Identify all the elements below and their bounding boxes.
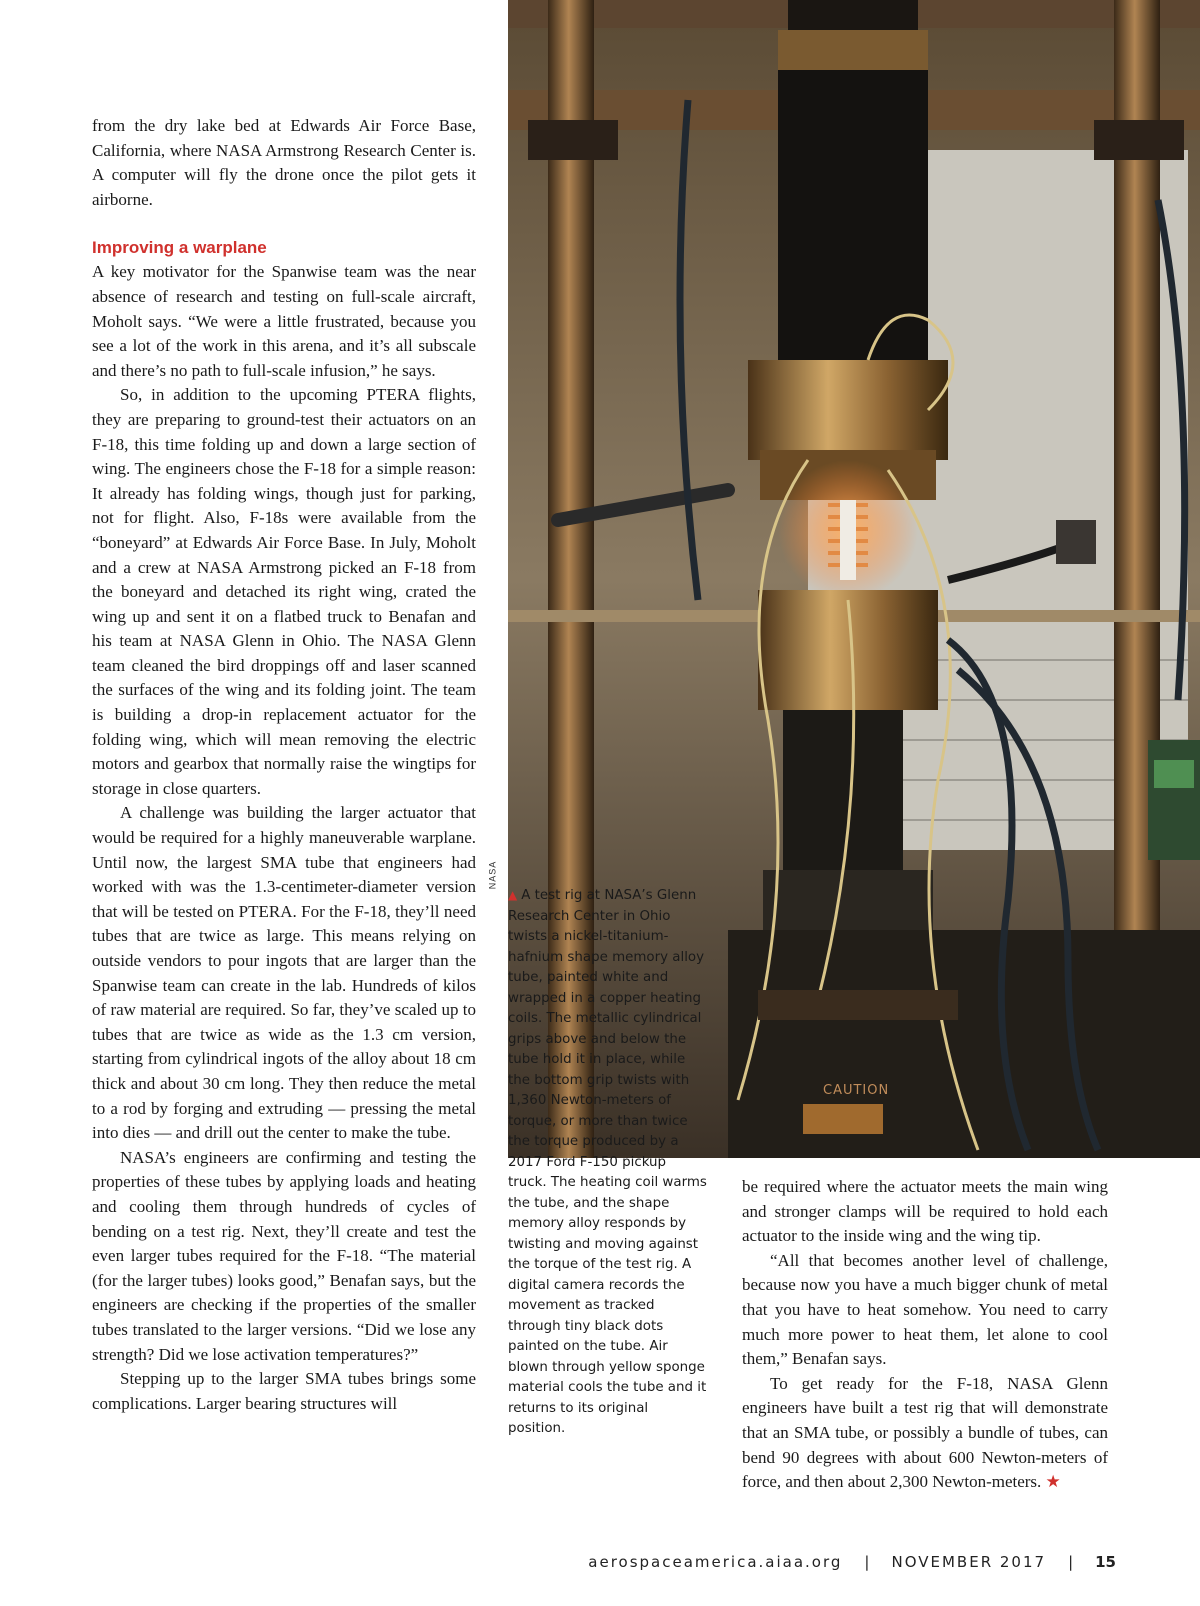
article-paragraph-intro: from the dry lake bed at Edwards Air Force Base, California, where NASA Armstrong Research Center is. A computer will fly the drone once the pilot gets it airborne. <box>92 116 476 209</box>
article-paragraph: “All that becomes another level of challenge, because now you have a much bigger chunk of metal that you have to heat somehow. You need to carry much more power to heat them, let alone to cool them,” Benafan says. <box>742 1250 1108 1369</box>
article-paragraph: Stepping up to the larger SMA tubes brings some complications. Larger bearing structures will <box>92 1369 476 1413</box>
article-paragraph: So, in addition to the upcoming PTERA flights, they are preparing to ground-test their actuators on an F-18, this time folding up and down a large section of wing. The engineers chose the F-18 for a simple reason: It already has folding wings, though just for parking, not for flight. Also, F-18s were available from the “boneyard” at Edwards Air Force Base. In July, Moholt and a crew at NASA Armstrong picked an F-18 from the boneyard and detached its right wing, crated the wing up and sent it on a flatbed truck to Benafan and his team at NASA Glenn in Ohio. The NASA Glenn team cleaned the bird droppings off and laser scanned the surfaces of the wing and its folding joint. The team is building a drop-in replacement actuator for the folding wing, which will mean removing the electric motors and gearbox that normally raise the wingtips for storage in close quarters. <box>92 385 476 798</box>
photo-credit <box>487 858 502 898</box>
section-subhead: Improving a warplane <box>92 238 267 258</box>
photo-credit-text: NASA <box>487 860 498 890</box>
article-paragraph: A challenge was building the larger actuator that would be required for a highly maneuverable warplane. Until now, the largest SMA tube that engineers had worked with was the 1.3-centimeter-diameter version that will be tested on PTERA. For the F-18, they’ll need tubes that are twice as large. This means relying on outside vendors to pour ingots that are larger than the Spanwise team can create in the lab. Hundreds of kilos of raw material are required. So far, they’ve scaled up to tubes that are twice as wide as the 1.3 cm version, starting from cylindrical ingots of the alloy about 18 cm thick and about 30 cm long. They then reduce the metal to a rod by forging and extruding — pressing the metal into dies — and drill out the center to make the tube. <box>92 803 476 1143</box>
page-footer <box>560 1550 1116 1574</box>
caption-triangle-icon: ▲ <box>508 888 518 902</box>
article-paragraph-final <box>742 1372 1108 1495</box>
caption-text: A test rig at NASA’s Glenn Research Center in Ohio twists a nickel-titanium-hafnium shape memory alloy tube, painted white and wrapped in a copper heating coils. The metallic cylindrical grips above and below the tube hold it in place, while the bottom grip twists with 1,360 Newton-meters of torque, or more than twice the torque produced by a 2017 Ford F-150 pickup truck. The heating coil warms the tube, and the shape memory alloy responds by twisting and moving against the torque of the test rig. A digital camera records the movement as tracked through tiny black dots painted on the tube. Air blown through yellow sponge material cools the tube and it returns to its original position. <box>508 888 707 1436</box>
right-column <box>742 1175 1108 1495</box>
article-paragraph: A key motivator for the Spanwise team was the near absence of research and testing on full-scale aircraft, Moholt says. “We were a little frustrated, because you see a lot of the work in this arena, and it’s all subscale and there’s no path to full-scale infusion,” he says. <box>92 262 476 380</box>
final-paragraph-text: To get ready for the F-18, NASA Glenn engineers have built a test rig that will demonstrate that an SMA tube, or possibly a bundle of tubes, can bend 90 degrees with about 600 Newton-meters of force, and then about 2,300 Newton-meters. <box>742 1373 1108 1492</box>
end-star-icon: ★ <box>1045 1472 1061 1492</box>
footer-issue: NOVEMBER 2017 <box>891 1553 1047 1571</box>
page-number: 15 <box>1095 1553 1116 1571</box>
photo-caption <box>508 885 708 1440</box>
caution-label: CAUTION <box>823 1083 890 1098</box>
article-paragraph: NASA’s engineers are confirming and testing the properties of these tubes by applying loads and heating and cooling them through hundreds of cycles of bending on a test rig. Next, they’ll create and test the even larger tubes required for the F-18. “The material (for the larger tubes) looks good,” Benafan says, but the engineers are checking if the properties of the smaller tubes translated to the larger versions. “Did we lose any strength? Did we lose activation temperatures?” <box>92 1147 476 1364</box>
footer-site: aerospaceamerica.aiaa.org <box>588 1553 843 1571</box>
footer-separator: | <box>864 1553 870 1571</box>
footer-separator: | <box>1068 1553 1074 1571</box>
article-paragraph: be required where the actuator meets the main wing and stronger clamps will be required to hold each actuator to the inside wing and the wing tip. <box>742 1177 1108 1246</box>
left-column <box>92 114 476 1416</box>
